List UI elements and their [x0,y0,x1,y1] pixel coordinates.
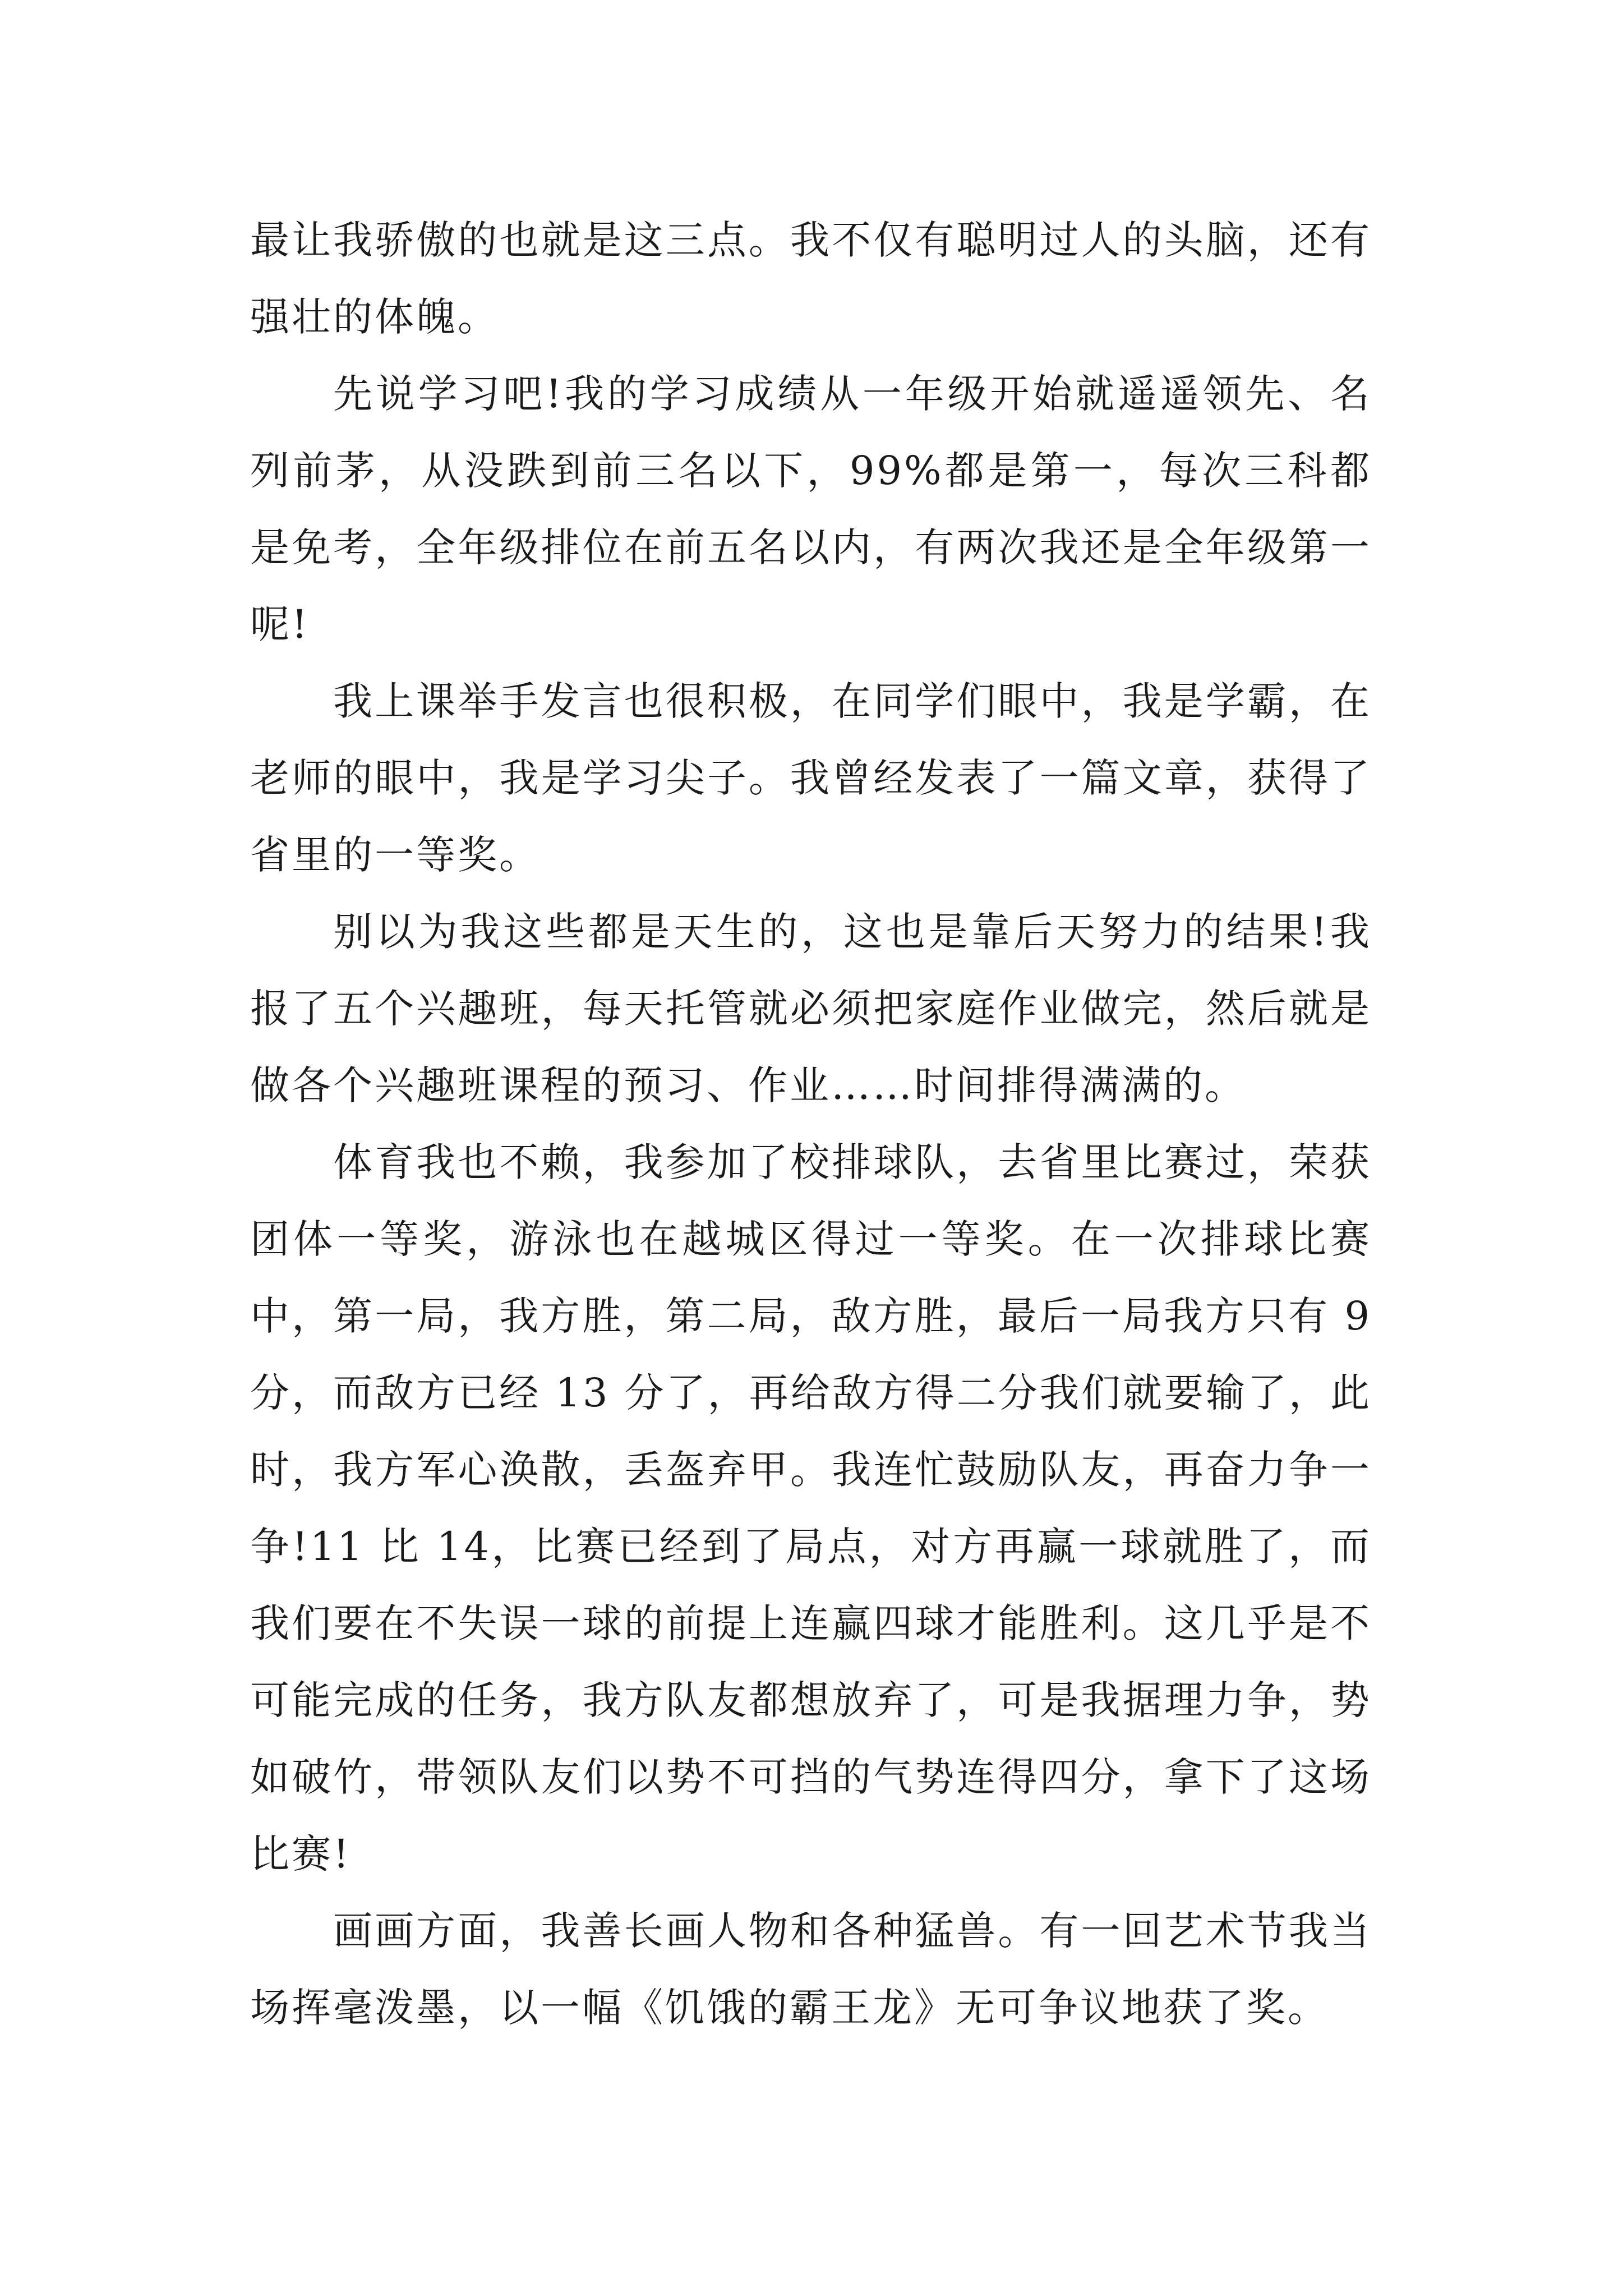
paragraph-4: 别以为我这些都是天生的，这也是靠后天努力的结果!我报了五个兴趣班，每天托管就必须把家庭作业做完，然后就是做各个兴趣班课程的预习、作业……时间排得满满的。 [250,909,1372,1108]
paragraph-1: 最让我骄傲的也就是这三点。我不仅有聪明过人的头脑，还有强壮的体魄。 [250,217,1372,340]
paragraph-2: 先说学习吧!我的学习成绩从一年级开始就遥遥领先、名列前茅，从没跌到前三名以下，99%都是第一，每次三科都是免考，全年级排位在前五名以内，有两次我还是全年级第一呢! [250,371,1372,647]
paragraph-5: 体育我也不赖，我参加了校排球队，去省里比赛过，荣获团体一等奖，游泳也在越城区得过一等奖。在一次排球比赛中，第一局，我方胜，第二局，敌方胜，最后一局我方只有 9 分，而敌方已经 13 分了，再给敌方得二分我们就要输了，此时，我方军心涣散，丢盔弃甲。我连忙鼓励队友，再奋力争一争!11 比 14，比赛已经到了局点，对方再赢一球就胜了，而我们要在不失误一球的前提上连赢四球才能胜利。这几乎是不可能完成的任务，我方队友都想放弃了，可是我据理力争，势如破竹，带领队友们以势不可挡的气势连得四分，拿下了这场比赛! [250,1139,1372,1877]
paragraph-6: 画画方面，我善长画人物和各种猛兽。有一回艺术节我当场挥毫泼墨，以一幅《饥饿的霸王龙》无可争议地获了奖。 [250,1908,1372,2031]
paragraph-3: 我上课举手发言也很积极，在同学们眼中，我是学霸，在老师的眼中，我是学习尖子。我曾经发表了一篇文章，获得了省里的一等奖。 [250,678,1372,878]
document-body [250,202,1372,2046]
